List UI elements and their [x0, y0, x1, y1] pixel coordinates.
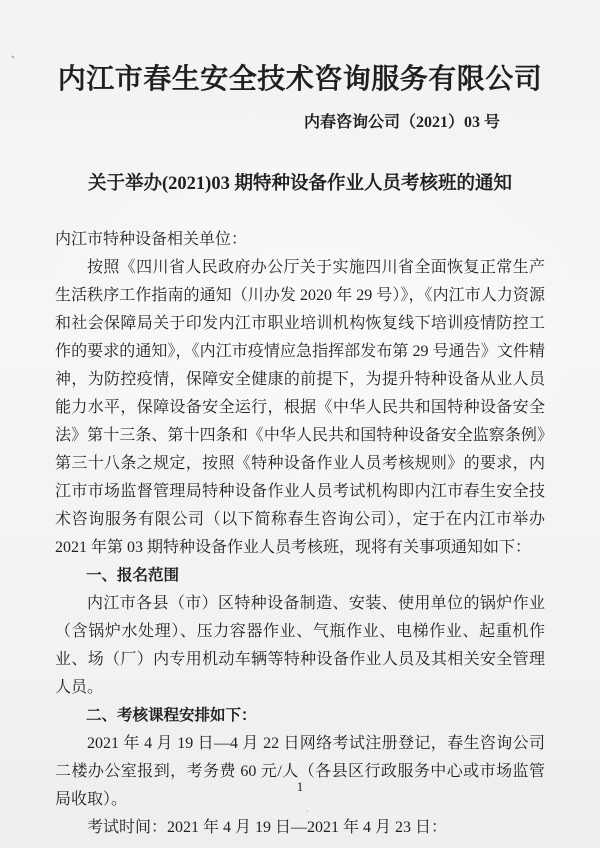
- section-heading-1: 一、报名范围: [86, 567, 180, 584]
- paragraph-registration: 2021 年 4 月 19 日—4 月 22 日网络考试注册登记，春生咨询公司二楼办公室报到，考务费 60 元/人（各县区行政服务中心或市场监管局收取）。: [55, 735, 545, 808]
- paragraph-scope: 内江市各县（市）区特种设备制造、安装、使用单位的锅炉作业（含锅炉水处理）、压力容器作业、气瓶作业、电梯作业、起重机作业、场（厂）内专用机动车辆等特种设备作业人员及其相关安全管理人员。: [55, 595, 545, 696]
- page-number: 1: [296, 779, 304, 794]
- salutation-line: 内江市特种设备相关单位：: [55, 231, 248, 248]
- notice-subject-title: 关于举办(2021)03 期特种设备作业人员考核班的通知: [88, 174, 512, 194]
- document-number: 内春咨询公司（2021）03 号: [303, 114, 500, 131]
- paragraph-exam-time: 考试时间：2021 年 4 月 19 日—2021 年 4 月 23 日：: [87, 819, 448, 836]
- scan-speck: [306, 810, 308, 812]
- scan-speck: [261, 825, 263, 827]
- company-title: 内江市春生安全技术咨询服务有限公司: [57, 64, 543, 95]
- paragraph-intro: 按照《四川省人民政府办公厅关于实施四川省全面恢复正常生产生活秩序工作指南的通知（川办发 2020 年 29 号）》，《内江市人力资源和社会保障局关于印发内江市职业培训机构恢复线下培训疫情防控工作的要求的通知》，《内江市疫情应急指挥部发布第 29 号通告》文件精神，为防控疫情，保障安全健康的前提下，为提升特种设备从业人员能力水平，保障设备安全运行，根据《中华人民共和国特种设备安全法》第十三条、第十四条和《中华人民共和国特种设备安全监察条例》第三十八条之规定，按照《特种设备作业人员考核规则》的要求，内江市市场监督管理局特种设备作业人员考试机构即内江市春生安全技术咨询服务有限公司（以下简称春生咨询公司），定于在内江市举办 2021 年第 03 期特种设备作业人员考核班，现将有关事项通知如下：: [55, 259, 545, 556]
- section-heading-2: 二、考核课程安排如下：: [86, 707, 257, 724]
- notice-body: [55, 226, 545, 842]
